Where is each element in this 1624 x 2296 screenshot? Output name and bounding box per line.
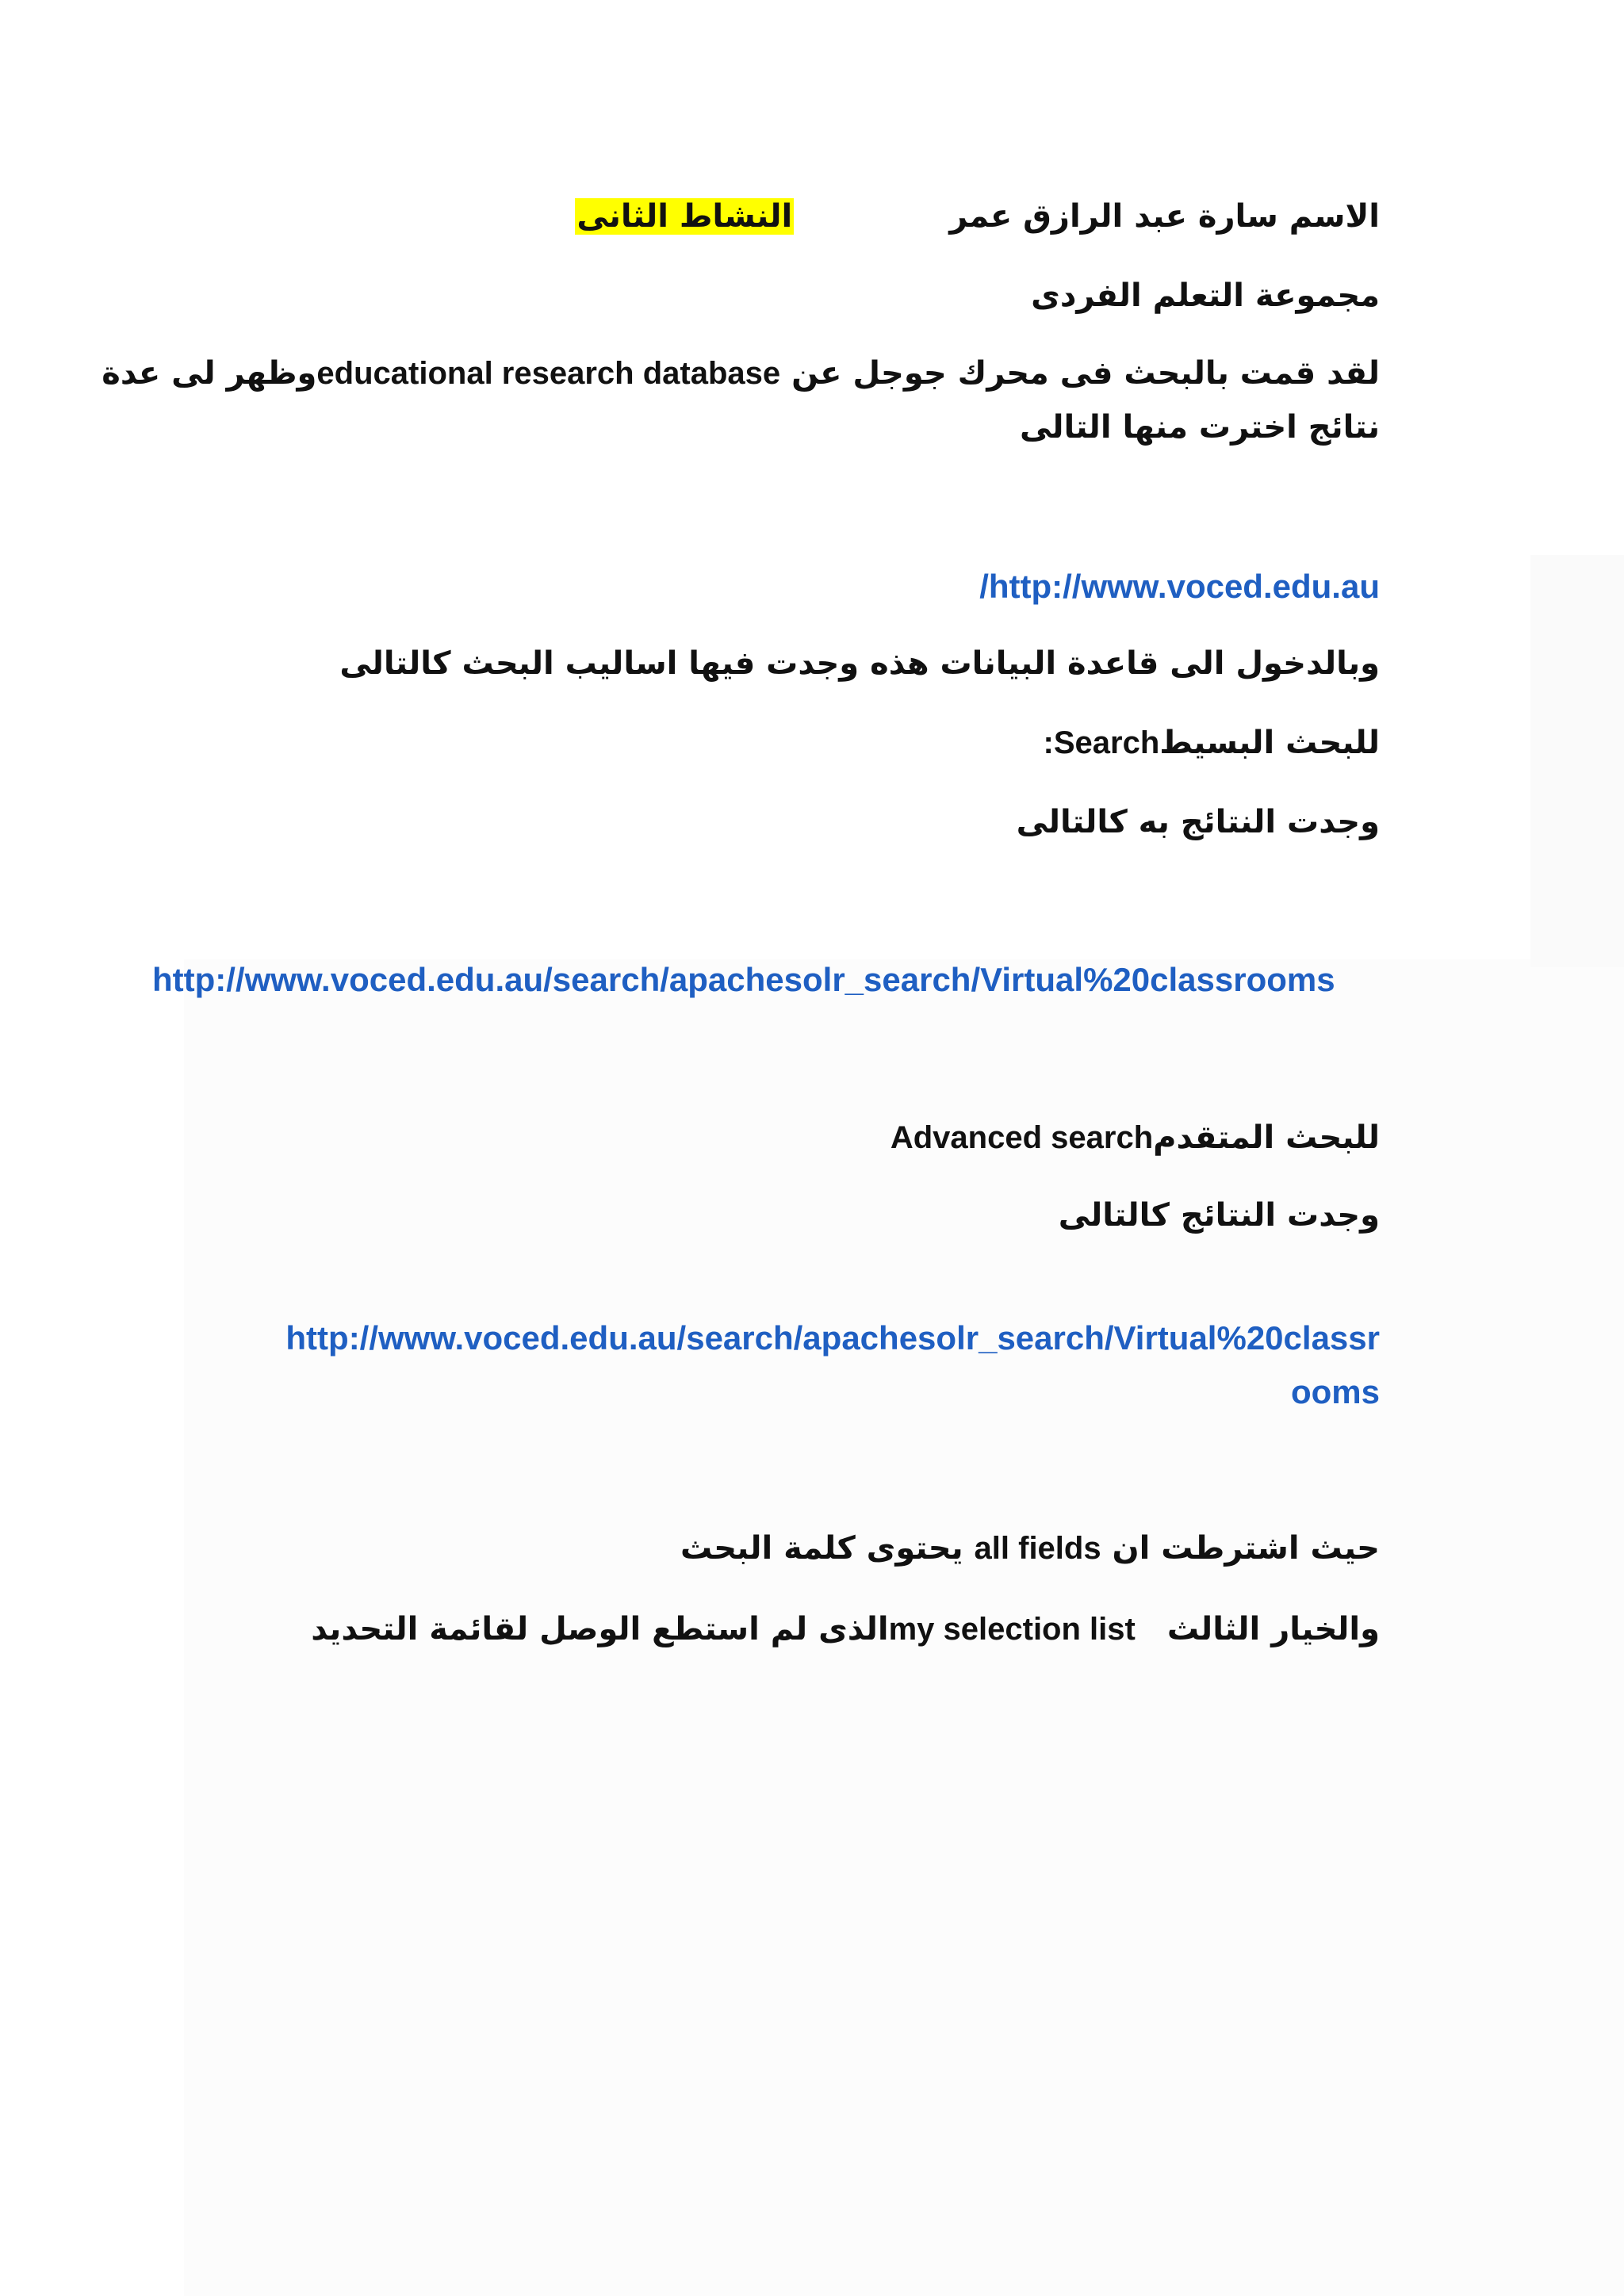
advanced-search-label-en: Advanced search (890, 1120, 1154, 1155)
advanced-search-label-ar: للبحث المتقدم (1153, 1119, 1380, 1156)
group-line: مجموعة التعلم الفردى (1031, 277, 1380, 314)
third-option-term: my selection list (888, 1612, 1136, 1647)
third-option-line (311, 1603, 1380, 1655)
site-link[interactable]: /http://www.voced.edu.au (979, 568, 1380, 605)
simple-results-line: وجدت النتائج به كالتالى (1016, 804, 1380, 840)
student-name: الاسم سارة عبد الرازق عمر (949, 198, 1380, 235)
intro-line-1 (102, 347, 1380, 400)
activity-title: النشاط الثانى (576, 198, 793, 235)
advanced-results-line: وجدت النتائج كالتالى (1058, 1197, 1380, 1234)
simple-search-line (1044, 717, 1380, 769)
intro-text-start: لقد قمت بالبحث فى محرك جوجل عن (780, 355, 1380, 392)
search-term: educational research database (316, 356, 781, 391)
methods-line: وبالدخول الى قاعدة البيانات هذه وجدت فيها اساليب البحث كالتالى (339, 645, 1380, 682)
condition-term: all fields (974, 1531, 1101, 1566)
intro-line-2: نتائج اخترت منها التالى (1019, 409, 1380, 446)
simple-result-link[interactable]: http://www.voced.edu.au/search/apachesolr_search/Virtual%20classrooms (152, 961, 1335, 998)
advanced-search-line (891, 1112, 1380, 1164)
condition-line (680, 1522, 1380, 1575)
header-line (575, 190, 1380, 243)
page-shading-right (1530, 555, 1624, 967)
intro-text-end: وظهر لى عدة (102, 355, 317, 392)
simple-search-label-ar: للبحث البسيط (1159, 725, 1380, 761)
condition-text-end: يحتوى كلمة البحث (680, 1530, 975, 1567)
advanced-result-link-line-2[interactable]: ooms (1290, 1373, 1380, 1410)
simple-search-label-en: :Search (1043, 725, 1160, 760)
condition-text-start: حيث اشترطت ان (1101, 1530, 1380, 1567)
advanced-result-link-line-1[interactable]: http://www.voced.edu.au/search/apachesolr_search/Virtual%20classr (285, 1319, 1380, 1357)
third-option-text-end: الذى لم استطع الوصل لقائمة التحديد (311, 1611, 889, 1647)
third-option-text-start: والخيار الثالث (1166, 1611, 1380, 1647)
